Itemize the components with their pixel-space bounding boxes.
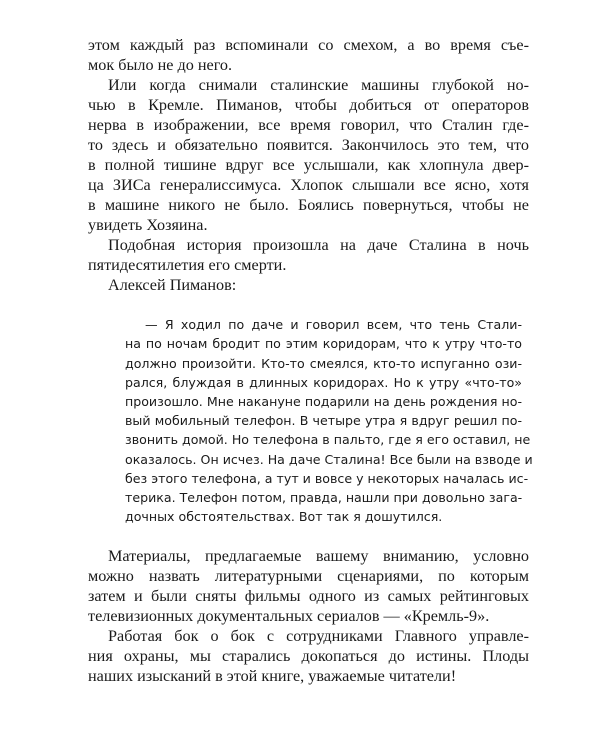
text-line: увидеть Хозяина.: [88, 216, 208, 234]
quote-line: звонить домой. Но телефона в пальто, где я его оставил, не: [125, 432, 531, 447]
quote-line: терика. Телефон потом, правда, нашли при довольно зага-: [125, 490, 523, 505]
quote-line: без этого телефона, а тут и вовсе у некоторых началась ис-: [125, 471, 529, 486]
text-line: мок было не до него.: [88, 56, 233, 74]
text-line: ния охраны, мы старались докопаться до истины. Плоды: [88, 647, 529, 665]
speaker-name: Алексей Пиманов:: [108, 276, 237, 294]
text-line: в машине никого не было. Боялись повернуться, чтобы не: [88, 196, 529, 214]
text-line: нерва в изображении, все время говорил, что Сталин где-: [88, 116, 529, 134]
text-line: Работая бок о бок с сотрудниками Главного управле-: [108, 627, 529, 645]
text-line: чью в Кремле. Пиманов, чтобы добиться от операторов: [88, 96, 529, 114]
text-line: то здесь и обязательно появится. Закончилось это тем, что: [88, 136, 529, 154]
text-line: телевизионных документальных сериалов — «Кремль-9».: [88, 607, 490, 625]
quote-line: — Я ходил по даче и говорил всем, что тень Стали-: [145, 317, 522, 332]
quote-line: рался, блуждая в длинных коридорах. Но к утру «что-то»: [125, 375, 522, 390]
text-line: наших изысканий в этой книге, уважаемые читатели!: [88, 667, 457, 685]
quote-line: оказалось. Он исчез. На даче Сталина! Все были на взводе и: [125, 452, 533, 467]
text-line: в полной тишине вдруг все услышали, как хлопнула двер-: [88, 156, 529, 174]
text-line: пятидесятилетия его смерти.: [88, 256, 287, 274]
text-line: Материалы, предлагаемые вашему вниманию, условно: [108, 547, 529, 565]
quote-line: вый мобильный телефон. В четыре утра я вдруг решил по-: [125, 413, 522, 428]
text-line: Подобная история произошла на даче Сталина в ночь: [108, 236, 529, 254]
quote-line: дочных обстоятельствах. Вот так я дошутился.: [125, 509, 443, 524]
text-line: этом каждый раз вспоминали со смехом, а во время съе-: [88, 36, 529, 54]
text-line: ца ЗИСа генералиссимуса. Хлопок слышали все ясно, хотя: [88, 176, 529, 194]
text-line: затем и были сняты фильмы одного из самых рейтинговых: [88, 587, 529, 605]
text-line: Или когда снимали сталинские машины глубокой но-: [108, 76, 529, 94]
quote-line: на по ночам бродит по этим коридорам, что к утру что-то: [125, 336, 522, 351]
quote-line: должно произойти. Кто-то смеялся, кто-то испуганно ози-: [125, 356, 522, 371]
text-line: можно назвать литературными сценариями, по которым: [88, 567, 529, 585]
quote-line: произошло. Мне накануне подарили на день рождения но-: [125, 394, 522, 409]
